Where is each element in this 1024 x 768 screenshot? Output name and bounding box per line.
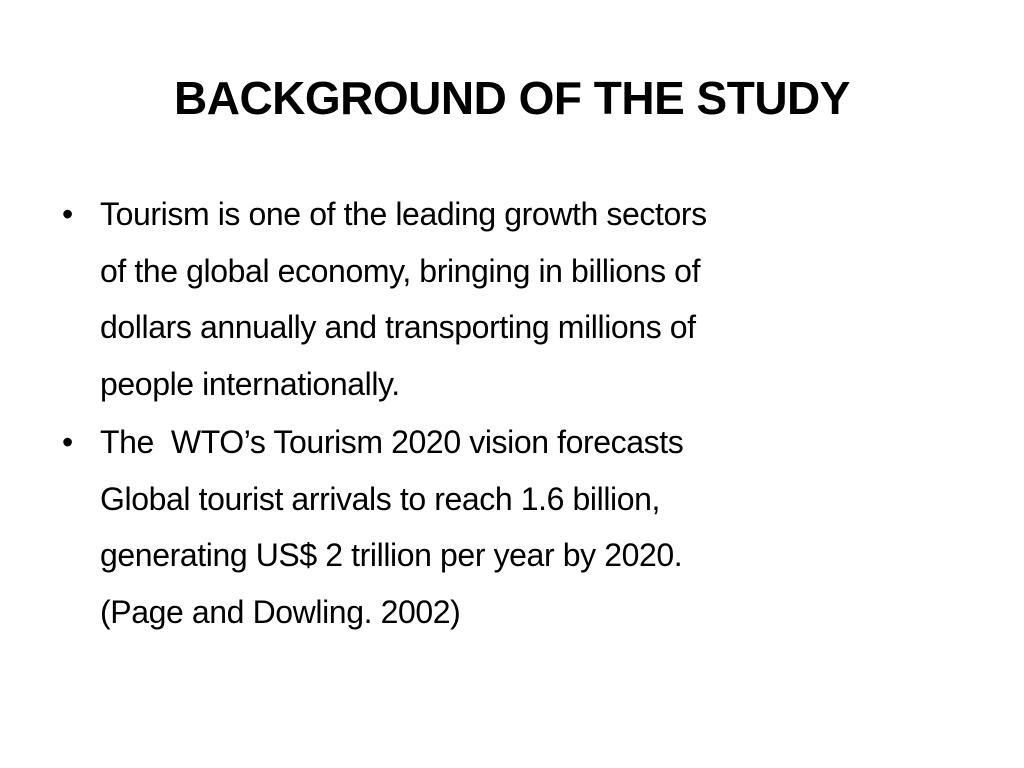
bullet-text-line: generating US$ 2 trillion per year by 2020. bbox=[100, 537, 683, 573]
bullet-list bbox=[58, 186, 958, 642]
bullet-text-line: of the global economy, bringing in billions of bbox=[100, 252, 701, 289]
bullet-text-line: dollars annually and transporting millions of bbox=[100, 309, 696, 345]
bullet-text-line: The WTO’s Tourism 2020 vision forecasts bbox=[100, 424, 684, 460]
slide-title: BACKGROUND OF THE STUDY bbox=[174, 72, 850, 124]
bullet-text-line: people internationally. bbox=[100, 365, 400, 402]
bullet-dot-icon: • bbox=[62, 424, 73, 460]
bullet-dot-icon: • bbox=[62, 196, 73, 232]
bullet-text-line: Tourism is one of the leading growth sectors bbox=[100, 196, 707, 232]
bullet-text-line: (Page and Dowling. 2002) bbox=[100, 593, 461, 630]
bullet-item bbox=[58, 414, 958, 640]
bullet-item bbox=[58, 186, 958, 412]
bullet-text-line: Global tourist arrivals to reach 1.6 billion, bbox=[100, 480, 661, 517]
